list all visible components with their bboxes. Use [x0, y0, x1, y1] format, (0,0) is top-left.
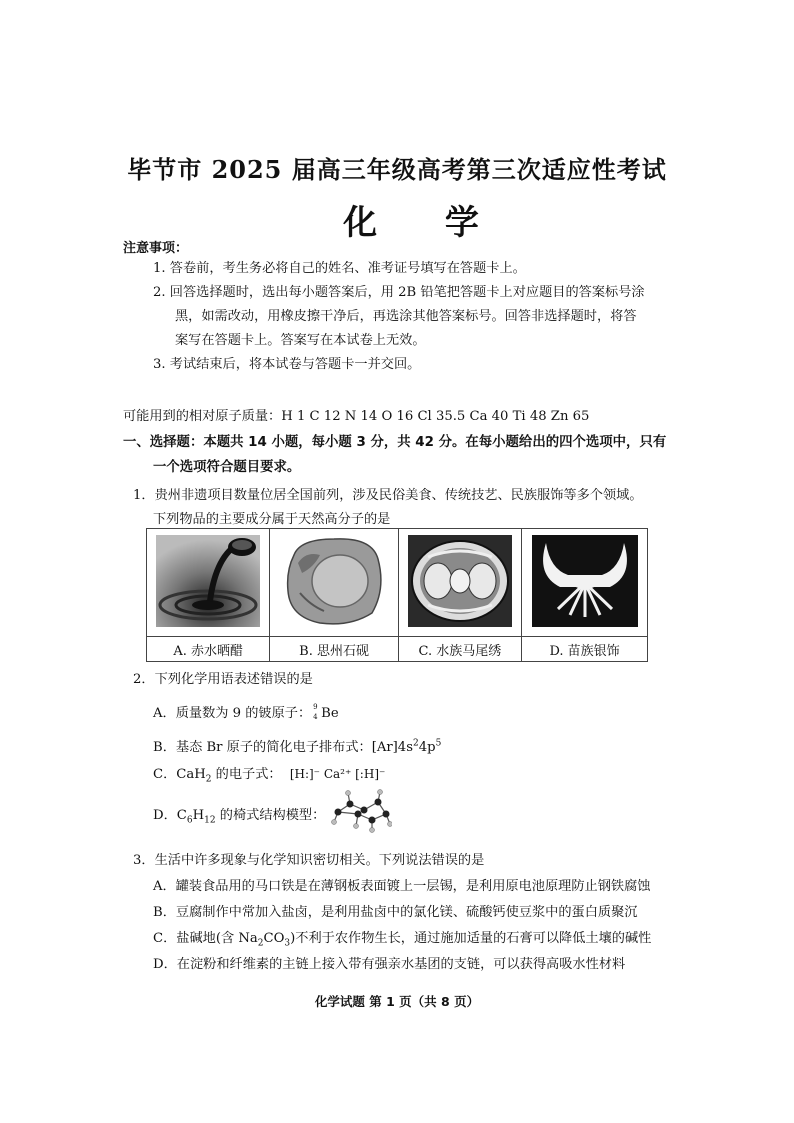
q2-option-b-text: B．基态 Br 原子的简化电子排布式：[Ar]4s: [153, 740, 413, 755]
q1-option-table: [146, 528, 648, 662]
q1-image-c: [398, 529, 521, 637]
q2-option-c-text: C．CaH: [153, 767, 206, 782]
q3-option-c-mid: CO: [263, 931, 285, 946]
notes-heading: 注意事项：: [123, 241, 189, 256]
q3-stem: 3．生活中许多现象与化学知识密切相关。下列说法错误的是: [133, 853, 485, 868]
page-footer: 化学试题 第 1 页（共 8 页）: [314, 994, 480, 1009]
q2-option-c: [153, 763, 385, 785]
q1-option-a: A. 赤水晒醋: [147, 637, 270, 662]
mass-number: 9: [313, 703, 318, 711]
q1-option-d: D. 苗族银饰: [522, 637, 648, 662]
inkstone-image: [280, 533, 388, 629]
q2-option-b-mid: 4p: [418, 740, 436, 755]
section-heading-line1: 一、选择题：本题共 14 小题，每小题 3 分，共 42 分。在每小题给出的四个选项中，只有: [123, 435, 667, 450]
q2-option-d-h: H: [192, 808, 205, 823]
q3-option-b: B．豆腐制作中常加入盐卤，是利用盐卤中的氯化镁、硫酸钙使豆浆中的蛋白质聚沉: [153, 905, 638, 920]
q2-option-d: [153, 804, 325, 826]
q1-option-b: B. 思州石砚: [270, 637, 398, 662]
electron-formula: [H:]⁻ Ca²⁺ [:H]⁻: [289, 767, 386, 781]
section-heading-line2: 一个选项符合题目要求。: [153, 460, 301, 475]
q1-image-a: [147, 529, 270, 637]
q2-option-c-sub: 2: [205, 774, 212, 785]
q1-stem-line1: 1．贵州非遗项目数量位居全国前列，涉及民俗美食、传统技艺、民族服饰等多个领域。: [133, 488, 643, 503]
note-2-cont-2: 案写在答题卡上。答案写在本试卷上无效。: [175, 333, 426, 348]
q3-option-a: A．罐装食品用的马口铁是在薄钢板表面镀上一层锡，是利用原电池原理防止钢铁腐蚀: [153, 879, 651, 894]
element-symbol: Be: [321, 706, 339, 721]
q1-image-b: [270, 529, 398, 637]
embroidery-image: [408, 535, 512, 627]
q3-option-c: [153, 927, 651, 949]
q3-option-d: D．在淀粉和纤维素的主链上接入带有强亲水基团的支链，可以获得高吸水性材料: [153, 957, 626, 972]
chair-conformation-model: [330, 788, 392, 834]
q1-stem-line2: 下列物品的主要成分属于天然高分子的是: [153, 512, 391, 527]
note-1: 1. 答卷前，考生务必将自己的姓名、准考证号填写在答题卡上。: [153, 261, 526, 276]
q2-option-a: [153, 702, 339, 721]
note-3: 3. 考试结束后，将本试卷与答题卡一并交回。: [153, 357, 421, 372]
note-2: 2. 回答选择题时，选出每小题答案后，用 2B 铅笔把答题卡上对应题目的答案标号涂: [153, 285, 645, 300]
subject-title: 化 学: [343, 203, 507, 243]
q2-stem: 2．下列化学用语表述错误的是: [133, 672, 313, 687]
q2-option-d-text: D．C: [153, 808, 187, 823]
vinegar-pour-image: [156, 535, 260, 627]
q2-option-b-sup2: 5: [435, 738, 442, 749]
q1-option-c: C. 水族马尾绣: [398, 637, 521, 662]
nuclide-notation: [311, 705, 321, 721]
q1-image-d: [522, 529, 648, 637]
q3-option-c-sub2: 3: [284, 938, 291, 949]
q2-option-d-sub1: 6: [186, 815, 193, 826]
q3-option-c-post: )不利于农作物生长，通过施加适量的石膏可以降低土壤的碱性: [290, 931, 652, 946]
q2-option-b-sup1: 2: [412, 738, 419, 749]
q3-option-c-pre: C．盐碱地(含 Na: [153, 931, 258, 946]
note-2-cont-1: 黑，如需改动，用橡皮擦干净后，再选涂其他答案标号。回答非选择题时，将答: [175, 309, 637, 324]
q2-option-d-sub2: 12: [204, 815, 216, 826]
atomic-masses: 可能用到的相对原子质量：H 1 C 12 N 14 O 16 Cl 35.5 Ca 40 Ti 48 Zn 65: [123, 409, 590, 424]
atomic-number: 4: [313, 713, 318, 721]
q3-option-c-sub1: 2: [257, 938, 264, 949]
q2-option-d-rest: 的椅式结构模型：: [215, 808, 326, 823]
q2-option-c-rest: 的电子式：: [211, 767, 282, 782]
q2-option-b: [153, 736, 441, 755]
q2-option-a-text: A．质量数为 9 的铍原子：: [153, 706, 312, 721]
exam-title: 毕节市 2025 届高三年级高考第三次适应性考试: [127, 155, 667, 184]
silver-ornament-image: [532, 535, 638, 627]
